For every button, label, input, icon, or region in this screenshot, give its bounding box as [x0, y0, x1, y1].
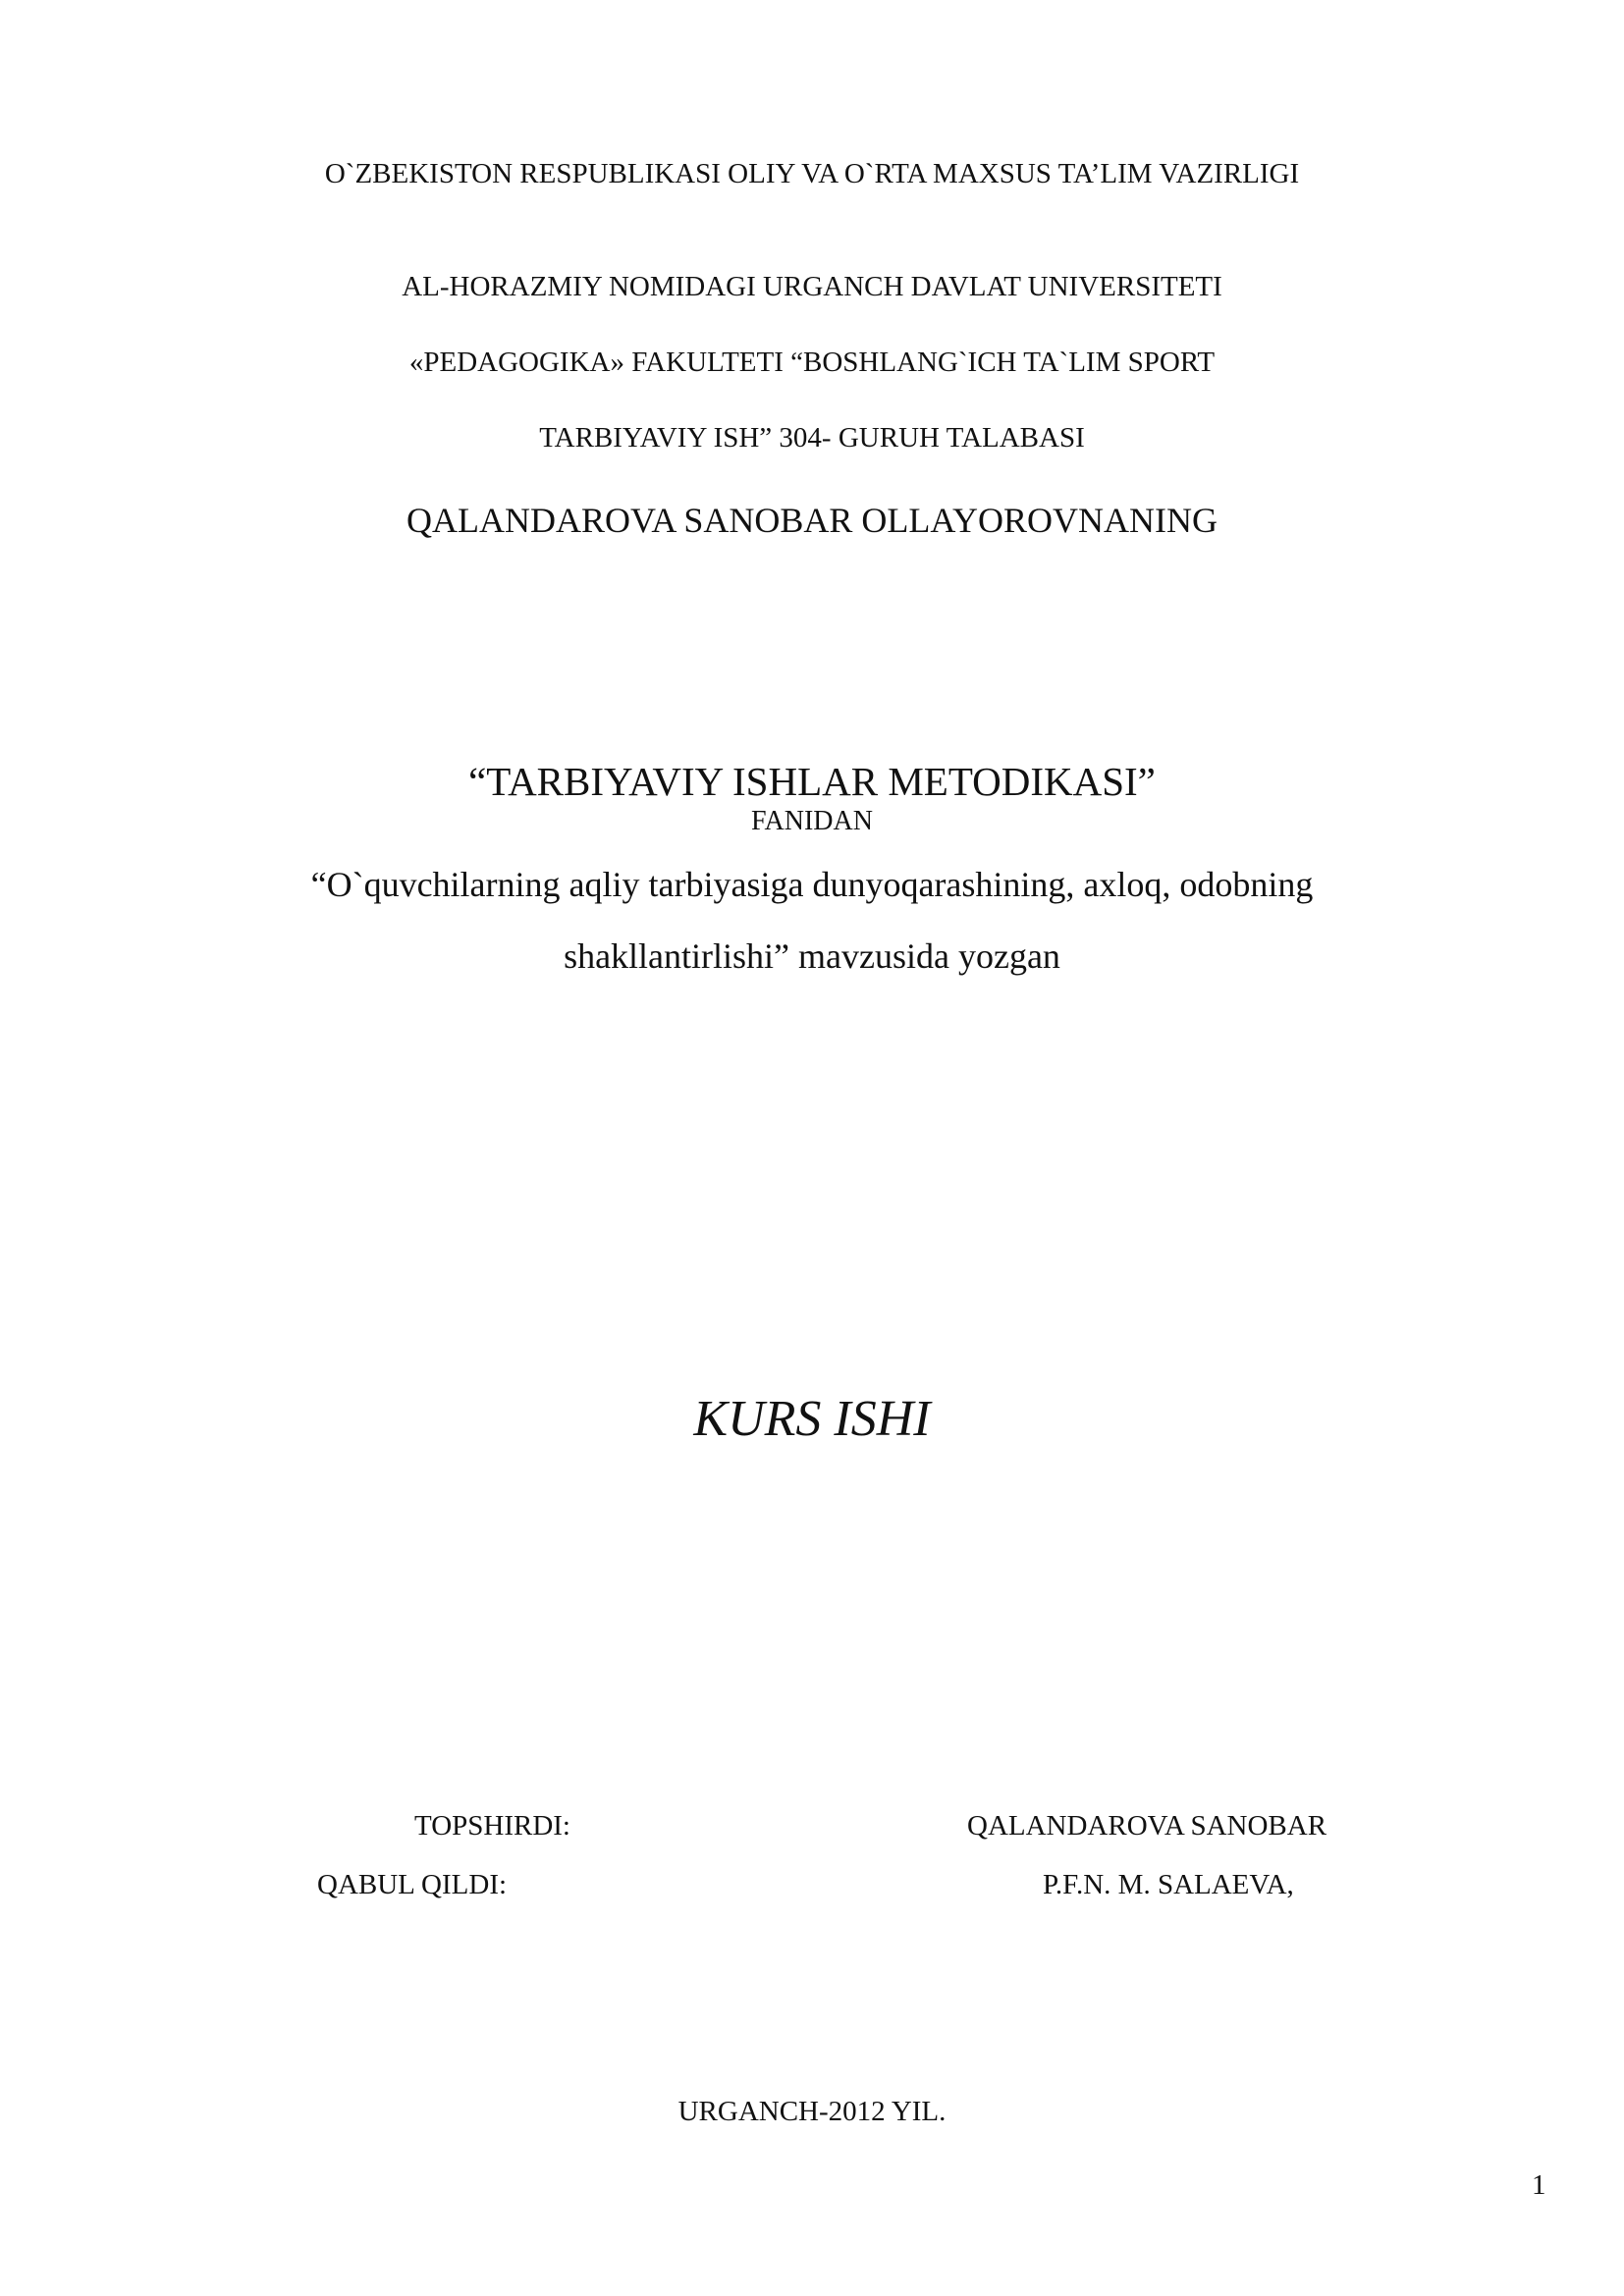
- ministry-heading: O`ZBEKISTON RESPUBLIKASI OLIY VA O`RTA MAXSUS TA’LIM VAZIRLIGI: [324, 158, 1300, 189]
- student-name: QALANDAROVA SANOBAR OLLAYOROVNANING: [406, 501, 1218, 540]
- submitted-value: QALANDAROVA SANOBAR: [967, 1810, 1327, 1842]
- accepted-value: P.F.N. M. SALAEVA,: [1043, 1869, 1294, 1900]
- subject-fanidan: FANIDAN: [751, 806, 873, 836]
- topic-line-1: “O`quvchilarning aqliy tarbiyasiga dunyoqarashining, axloq, odobning: [310, 865, 1314, 904]
- submitted-label: TOPSHIRDI:: [414, 1810, 570, 1842]
- city-year: URGANCH-2012 YIL.: [677, 2096, 947, 2127]
- faculty-line: «PEDAGOGIKA» FAKULTETI “BOSHLANG`ICH TA`LIM SPORT: [408, 347, 1216, 378]
- group-line: TARBIYAVIY ISH” 304- GURUH TALABASI: [539, 422, 1085, 454]
- subject-title: “TARBIYAVIY ISHLAR METODIKASI”: [468, 759, 1156, 804]
- accepted-label: QABUL QILDI:: [317, 1869, 508, 1900]
- work-type-heading: KURS ISHI: [693, 1391, 931, 1447]
- page-number: 1: [1532, 2169, 1546, 2201]
- topic-line-2: shakllantirlishi” mavzusida yozgan: [564, 936, 1060, 976]
- university-name: AL-HORAZMIY NOMIDAGI URGANCH DAVLAT UNIVERSITETI: [402, 271, 1222, 302]
